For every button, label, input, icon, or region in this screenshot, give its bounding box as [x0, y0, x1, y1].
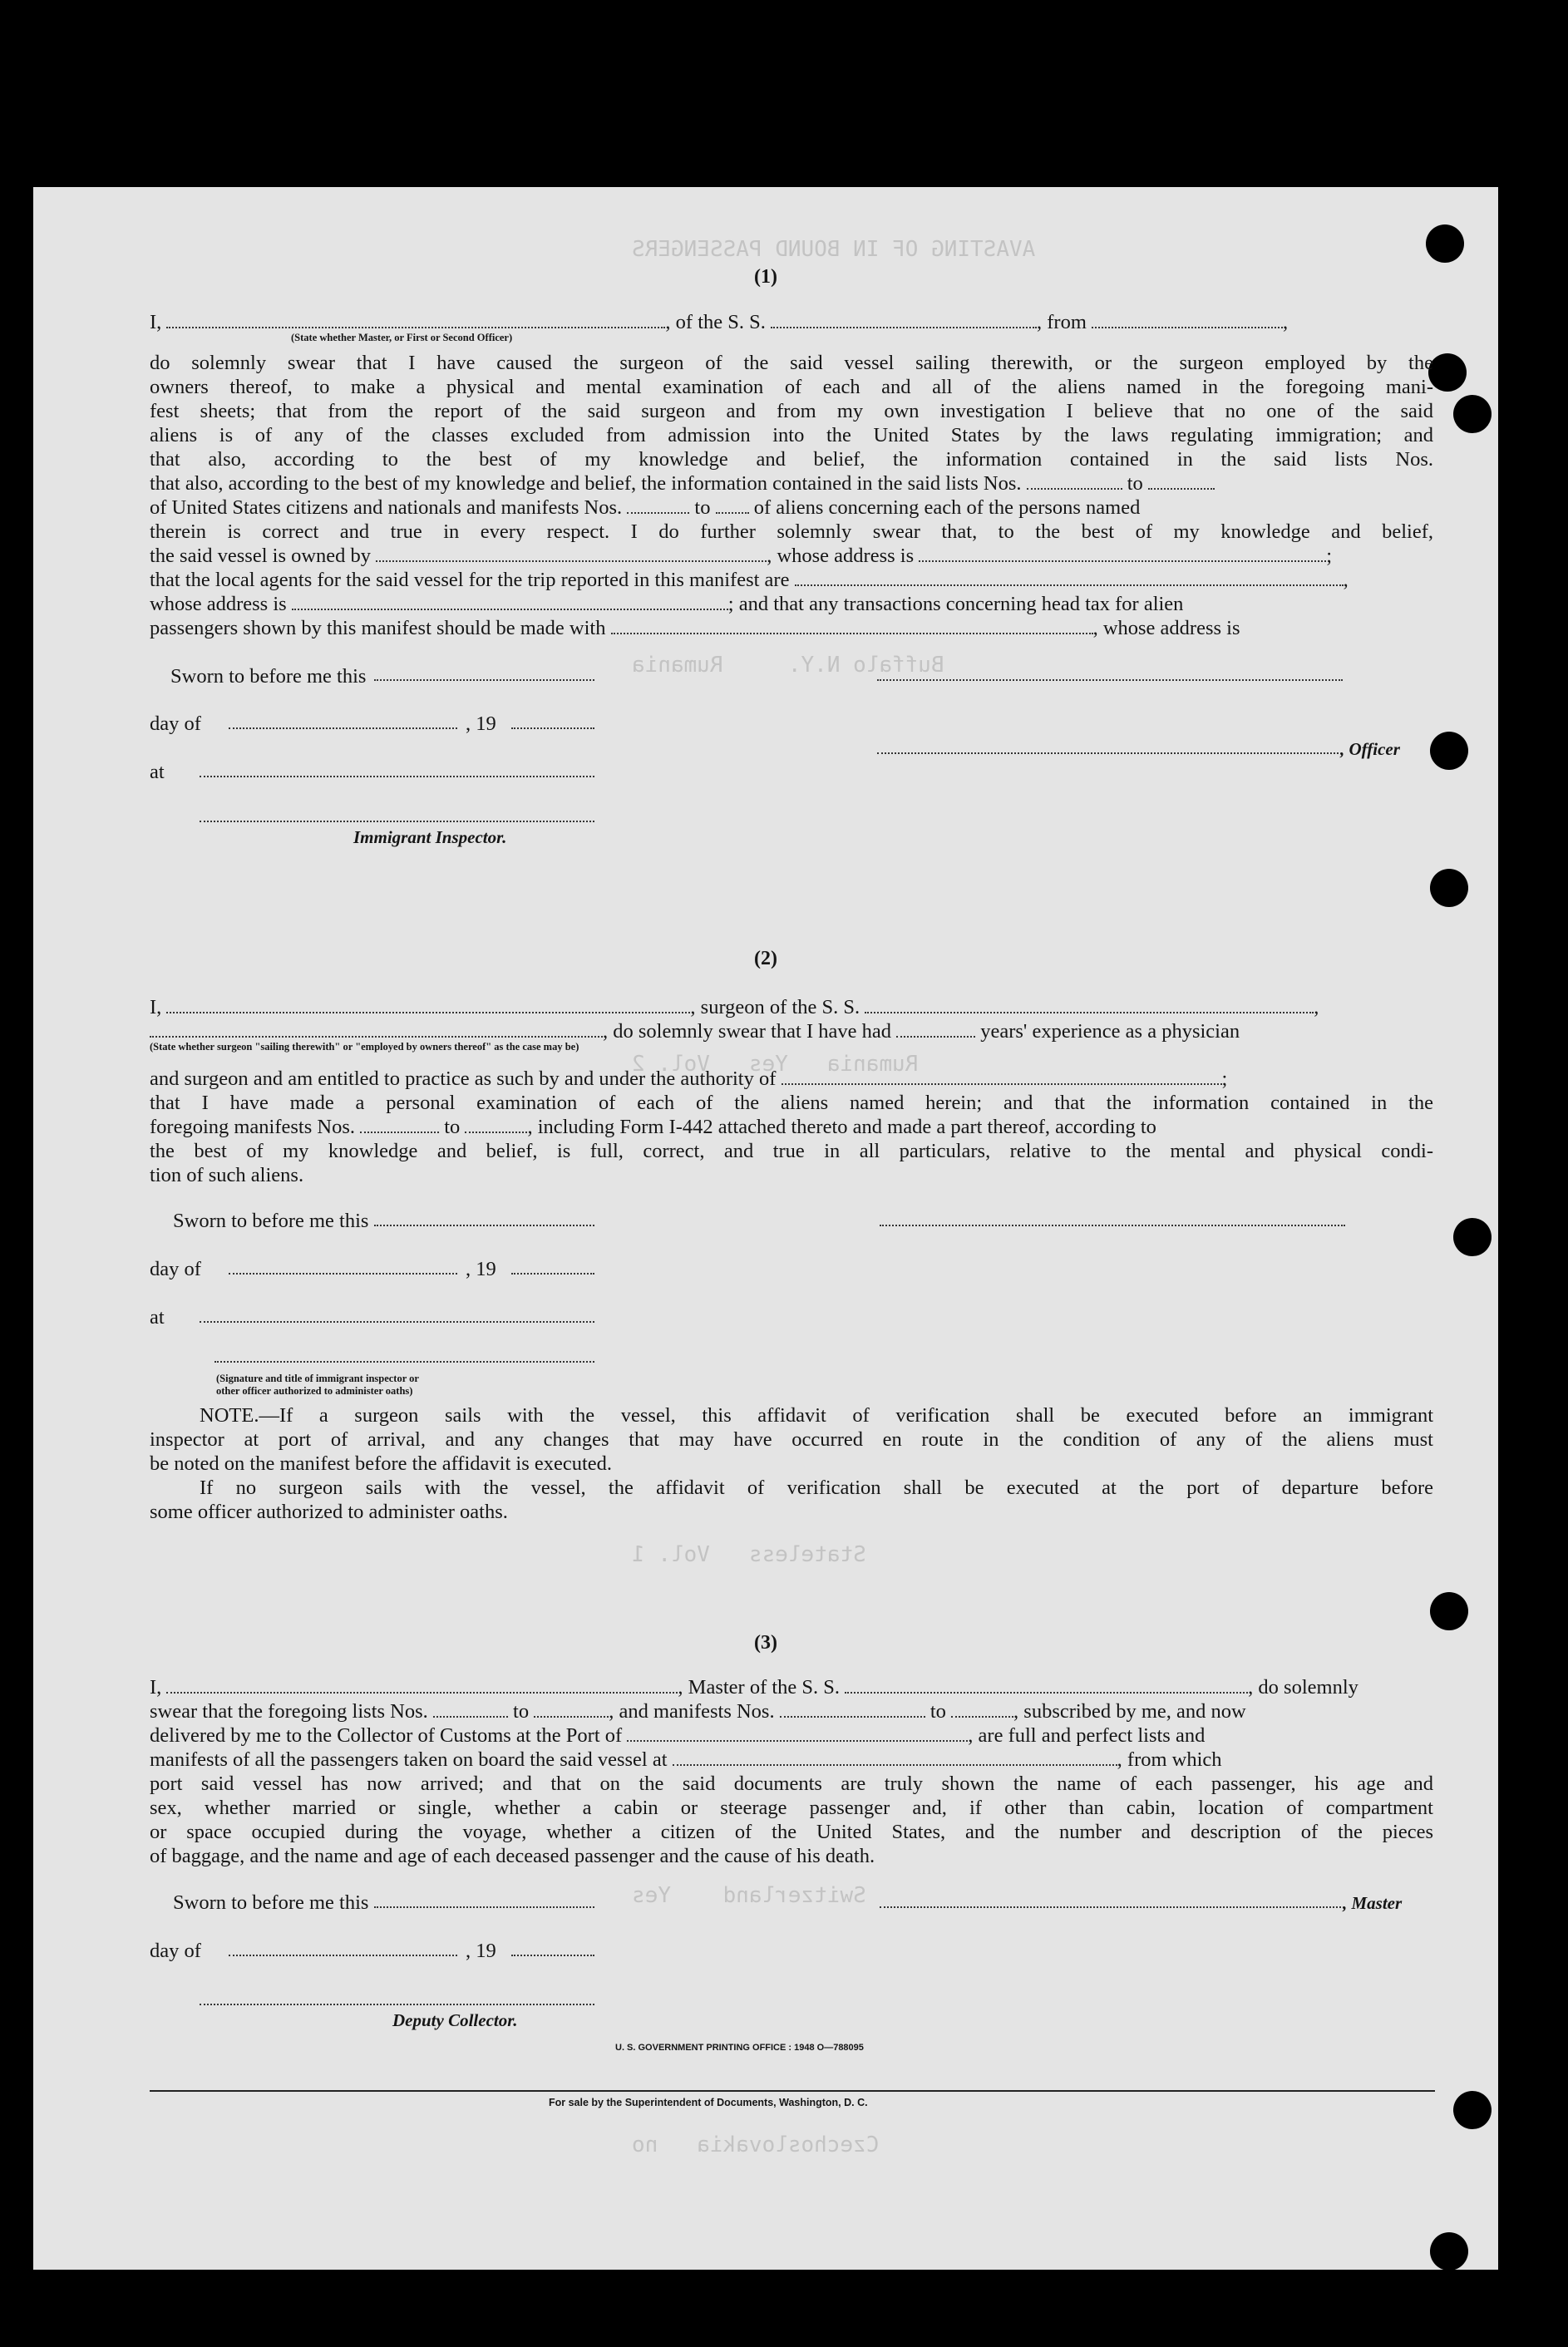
- gpo-imprint: U. S. GOVERNMENT PRINTING OFFICE : 1948 O—788095: [615, 2043, 864, 2053]
- footer-rule: [150, 2090, 1435, 2092]
- s3-line-1: I, , Master of the S. S. , do solemnly: [150, 1676, 1358, 1699]
- bleed-through-text: Buffalo N.Y. Rumania: [632, 653, 944, 678]
- s3-sworn-label: Sworn to before me this: [173, 1891, 369, 1914]
- s1-year-line: [511, 727, 594, 729]
- s3-paragraph-line: manifests of all the passengers taken on board the said vessel at , from which: [150, 1748, 1222, 1771]
- s1-at-label: at: [150, 761, 165, 783]
- s1-inspector-line: [200, 821, 594, 822]
- punch-hole: [1453, 1218, 1492, 1256]
- s3-paragraph-line: sex, whether married or single, whether a cabin or steerage passenger and, if other than cabin, location of compartment: [150, 1797, 1433, 1819]
- s2-signature-hint-1: (Signature and title of immigrant inspector or: [216, 1373, 419, 1384]
- section-2-heading: (2): [754, 948, 777, 969]
- s3-paragraph-line: delivered by me to the Collector of Customs at the Port of , are full and perfect lists and: [150, 1724, 1206, 1747]
- s1-paragraph-line: therein is correct and true in every respect. I do further solemnly swear that, to the best of my knowledge and belief,: [150, 520, 1433, 543]
- s2-paragraph-line: and surgeon and am entitled to practice as such by and under the authority of ;: [150, 1067, 1228, 1090]
- s2-surgeon-sig-line: [880, 1225, 1345, 1226]
- s2-paragraph-line: tion of such aliens.: [150, 1164, 304, 1186]
- s1-sworn-line: [374, 679, 594, 681]
- bleed-through-text: Rumania Yes Vol. 2: [632, 1052, 919, 1077]
- s1-at-line: [200, 776, 594, 777]
- s3-year-label: , 19: [466, 1940, 496, 1962]
- bleed-through-text: Switzerland Yes: [632, 1883, 866, 1908]
- s1-inspector-label: Immigrant Inspector.: [353, 827, 507, 847]
- s2-day-label: day of: [150, 1258, 201, 1280]
- for-sale-notice: For sale by the Superintendent of Documents, Washington, D. C.: [549, 2097, 868, 2108]
- s2-at-label: at: [150, 1306, 165, 1329]
- punch-hole: [1430, 732, 1468, 770]
- s1-paragraph-line: owners thereof, to make a physical and mental examination of each and all of the aliens named in the foregoing mani-: [150, 376, 1433, 398]
- note-line: inspector at port of arrival, and any changes that may have occurred en route in the condition of any of the aliens must: [150, 1428, 1433, 1451]
- s1-paragraph-line: whose address is ; and that any transactions concerning head tax for alien: [150, 593, 1184, 615]
- punch-hole: [1430, 869, 1468, 907]
- punch-hole: [1426, 224, 1464, 263]
- s1-master-hint: (State whether Master, or First or Second Officer): [291, 332, 513, 343]
- s1-paragraph-line: that also, according to the best of my knowledge and belief, the information contained in the said lists Nos.: [150, 448, 1433, 471]
- s2-day-line: [229, 1273, 457, 1275]
- section-3-heading: (3): [754, 1632, 777, 1654]
- s3-sworn-line: [374, 1906, 594, 1908]
- s2-year-label: , 19: [466, 1258, 496, 1280]
- s3-paragraph-line: of baggage, and the name and age of each deceased passenger and the cause of his death.: [150, 1845, 875, 1867]
- s3-master-label: , Master: [1343, 1893, 1403, 1913]
- s3-day-line: [229, 1955, 457, 1956]
- bleed-through-text: Czechoslovakia no: [632, 2133, 880, 2157]
- s2-line-2: , do solemnly swear that I have had years' experience as a physician: [150, 1019, 1433, 1043]
- bleed-through-text: AVASTING OF IN BOUND PASSENGERS: [632, 237, 1036, 262]
- s1-officer-sig-line-top: [877, 679, 1343, 681]
- s1-paragraph-line: fest sheets; that from the report of the said surgeon and from my own investigation I believe that no one of the said: [150, 400, 1433, 422]
- note-line: some officer authorized to administer oaths.: [150, 1501, 508, 1523]
- s2-signature-line: [214, 1361, 594, 1363]
- s3-paragraph-line: swear that the foregoing lists Nos. to , and manifests Nos. to , subscribed by me, and now: [150, 1700, 1246, 1723]
- s2-paragraph-line: that I have made a personal examination of each of the aliens named herein; and that the information contained in the: [150, 1092, 1433, 1114]
- affidavit-form-page: [33, 187, 1498, 2270]
- s3-day-label: day of: [150, 1940, 201, 1962]
- s1-officer-label: , Officer: [1340, 739, 1400, 759]
- s1-paragraph-line: the said vessel is owned by , whose address is ;: [150, 545, 1333, 567]
- s1-paragraph-line: do solemnly swear that I have caused the surgeon of the said vessel sailing therewith, or the surgeon employed by the: [150, 352, 1433, 374]
- note-line: be noted on the manifest before the affidavit is executed.: [150, 1452, 613, 1475]
- s1-officer-line: [877, 752, 1339, 754]
- note-line: If no surgeon sails with the vessel, the affidavit of verification shall be executed at the port of departure before: [200, 1477, 1433, 1499]
- note-line: NOTE.—If a surgeon sails with the vessel, this affidavit of verification shall be executed before an immigrant: [200, 1404, 1433, 1427]
- s1-day-line: [229, 727, 457, 729]
- bleed-through-text: Stateless Vol. 1: [632, 1542, 866, 1567]
- s2-signature-hint-2: other officer authorized to administer oaths): [216, 1385, 413, 1397]
- s1-line-1: I, , of the S. S. , from ,: [150, 311, 1289, 333]
- s2-paragraph-line: foregoing manifests Nos. to , including Form I-442 attached thereto and made a part thereof, according to: [150, 1116, 1156, 1138]
- punch-hole: [1430, 2232, 1468, 2270]
- s3-collector-line: [200, 2004, 594, 2005]
- s1-paragraph-line: passengers shown by this manifest should be made with , whose address is: [150, 617, 1240, 639]
- s3-year-line: [511, 1955, 594, 1956]
- s2-surgeon-hint: (State whether surgeon "sailing therewith" or "employed by owners thereof" as the case may be): [150, 1041, 579, 1053]
- s1-paragraph-line: that also, according to the best of my knowledge and belief, the information contained in the said lists Nos. to: [150, 471, 1433, 496]
- punch-hole: [1430, 1592, 1468, 1630]
- s2-at-line: [200, 1321, 594, 1323]
- s2-paragraph-line: the best of my knowledge and belief, is full, correct, and true in all particulars, relative to the mental and physical condi-: [150, 1140, 1433, 1162]
- s1-year-label: , 19: [466, 712, 496, 735]
- s3-collector-label: Deputy Collector.: [392, 2010, 518, 2030]
- s3-master-sig-line: [880, 1906, 1341, 1908]
- s2-sworn-line: [374, 1225, 594, 1226]
- s3-paragraph-line: port said vessel has now arrived; and that on the said documents are truly shown the name of each passenger, his age and: [150, 1773, 1433, 1795]
- s1-paragraph-line: aliens is of any of the classes excluded from admission into the United States by the laws regulating immigration; and: [150, 424, 1433, 446]
- punch-hole: [1453, 2091, 1492, 2129]
- s1-day-label: day of: [150, 712, 201, 735]
- s1-sworn-label: Sworn to before me this: [170, 665, 367, 688]
- s3-paragraph-line: or space occupied during the voyage, whether a citizen of the United States, and the number and description of the pieces: [150, 1821, 1433, 1843]
- s1-paragraph-line: of United States citizens and nationals and manifests Nos. to of aliens concerning each of the persons named: [150, 496, 1141, 519]
- s1-paragraph-line: that the local agents for the said vessel for the trip reported in this manifest are ,: [150, 569, 1349, 591]
- punch-hole: [1453, 395, 1492, 433]
- s2-line-1: I, , surgeon of the S. S. ,: [150, 996, 1319, 1018]
- punch-hole: [1428, 353, 1467, 392]
- section-1-heading: (1): [754, 266, 777, 288]
- s2-sworn-label: Sworn to before me this: [173, 1210, 369, 1232]
- s2-year-line: [511, 1273, 594, 1275]
